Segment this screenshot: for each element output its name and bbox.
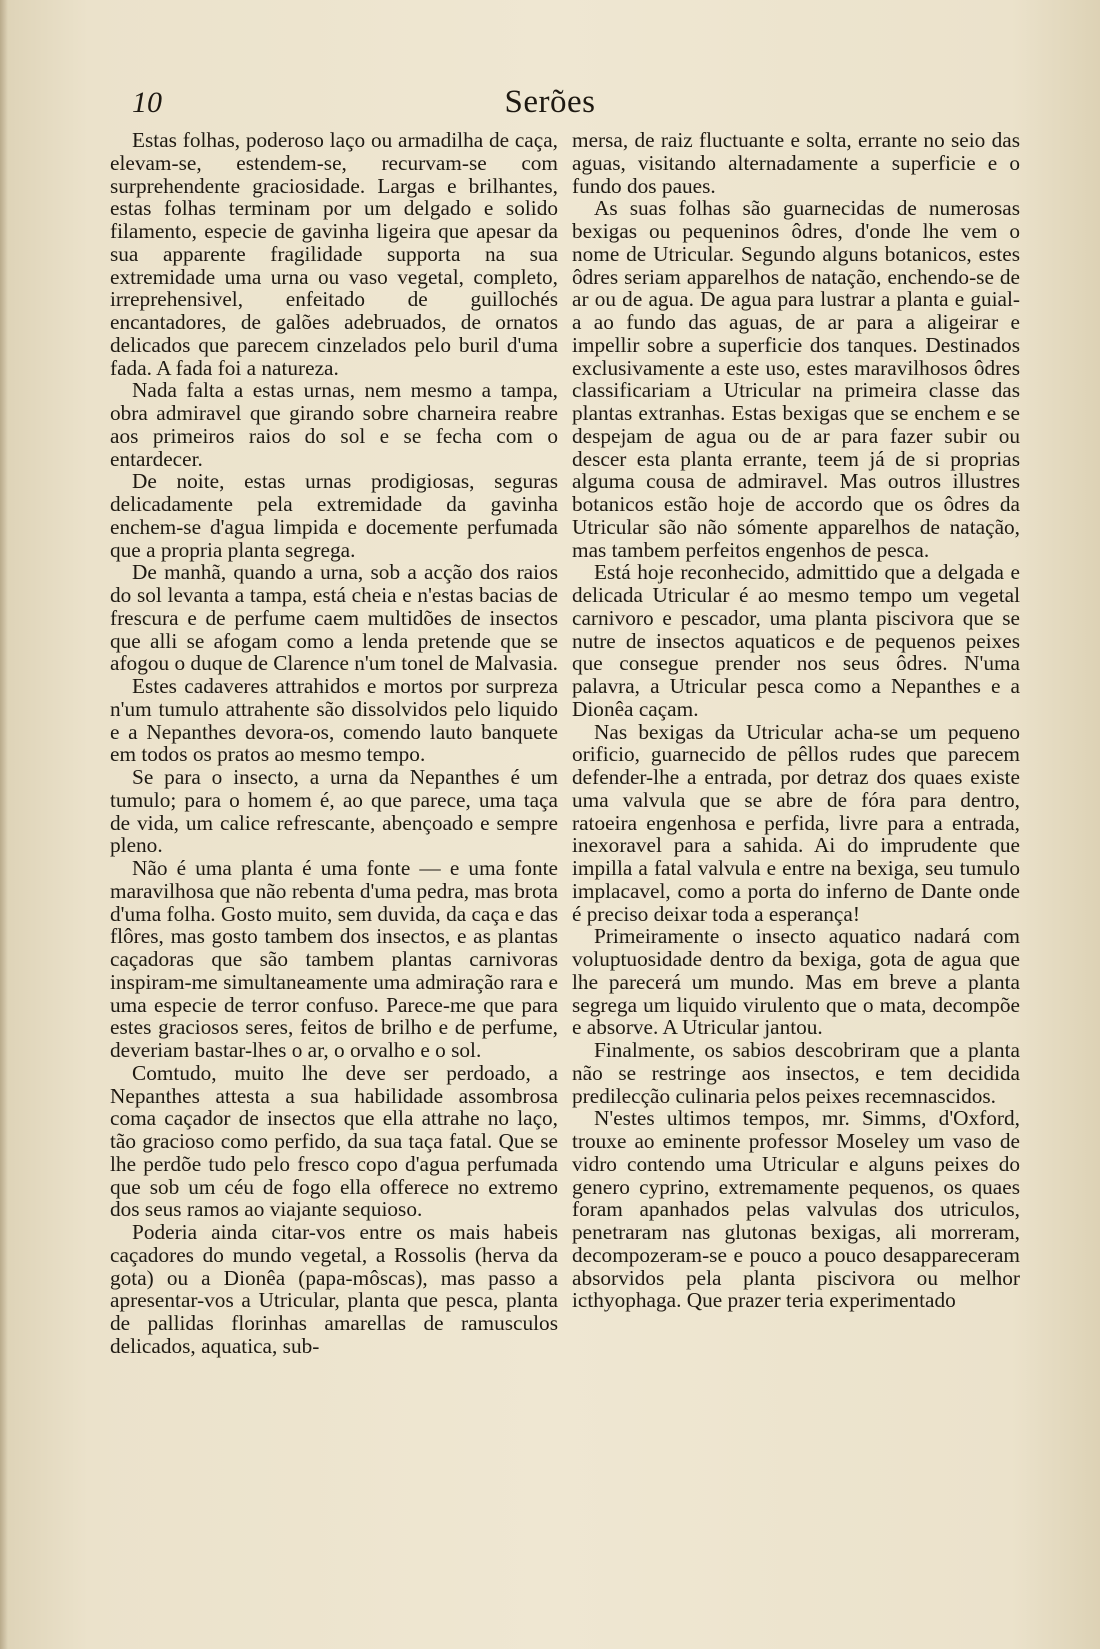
paragraph-continued: mersa, de raiz fluctuante e solta, errante no seio das aguas, visitando alternadamente a superficie e o fundo dos paues. xyxy=(572,128,1020,198)
running-title: Serões xyxy=(504,84,596,120)
paragraph: Nas bexigas da Utricular acha-se um pequeno orificio, guarnecido de pêllos rudes que parecem defender-lhe a entrada, por detraz dos quaes existe uma valvula que se abre de fóra para dentro, ratoeira engenhosa e perfida, livre para a entrada, inexoravel para a sahida. Ai do imprudente que impilla a fatal valvula e entre na bexiga, seu tumulo implacavel, como a porta do inferno de Dante onde é preciso deixar toda a esperança! xyxy=(572,719,1020,926)
paragraph: Se para o insecto, a urna da Nepanthes é um tumulo; para o homem é, ao que parece, uma taça de vida, um calice refrescante, abençoado e sempre pleno. xyxy=(110,765,558,858)
paragraph: De noite, estas urnas prodigiosas, seguras delicadamente pela extremidade da gavinha enchem-se d'agua limpida e docemente perfumada que a propria planta segrega. xyxy=(110,469,558,562)
paragraph: Comtudo, muito lhe deve ser perdoado, a Nepanthes attesta a sua habilidade assombrosa coma caçador de insectos que ella attrahe no laço, tão gracioso como perfido, da sua taça fatal. Que se lhe perdõe tudo pelo fresco copo d'agua perfumada que sob um céu de fogo ella offerece no extremo dos seus ramos ao viajante sequioso. xyxy=(110,1060,558,1222)
paragraph: As suas folhas são guarnecidas de numerosas bexigas ou pequeninos ôdres, d'onde lhe vem o nome de Utricular. Segundo alguns botanicos, estes ôdres seriam apparelhos de natação, enchendo-se de ar ou de agua. De agua para lustrar a planta e guial-a ao fundo das aguas, de ar para a aligeirar e impellir sobre a superficie dos tanques. Destinados exclusivamente a este uso, estes maravilhosos ôdres classificariam a Utricular na primeira classe das plantas extranhas. Estas bexigas que se enchem e se despejam de agua ou de ar para fazer subir ou descer esta planta errante, teem já de si proprias alguma cousa de admiravel. Mas outros illustres botanicos estão hoje de accordo que os ôdres da Utricular são não sómente apparelhos de natação, mas tambem perfeitos engenhos de pesca. xyxy=(572,196,1020,562)
paragraph: Não é uma planta é uma fonte — e uma fonte maravilhosa que não rebenta d'uma pedra, mas brota d'uma folha. Gosto muito, sem duvida, da caça e das flôres, mas gosto tambem dos insectos, e as plantas caçadoras que são tambem plantas carnivoras inspiram-me simultaneamente uma admiração rara e uma especie de terror confuso. Parece-me que para estes graciosos seres, feitos de brilho e de perfume, deveriam bastar-lhes o ar, o orvalho e o sol. xyxy=(110,856,558,1062)
page-number: 10 xyxy=(132,86,162,119)
paragraph: De manhã, quando a urna, sob a acção dos raios do sol levanta a tampa, está cheia e n'estas bacias de frescura e de perfume caem multidões de insectos que alli se afogam como a lenda pretende que se afogou o duque de Clarence n'um tonel de Malvasia. xyxy=(110,560,558,676)
paragraph: Estas folhas, poderoso laço ou armadilha de caça, elevam-se, estendem-se, recurvam-se com surprehendente graciosidade. Largas e brilhantes, estas folhas terminam por um delgado e solido filamento, especie de gavinha ligeira que apesar da sua apparente fragilidade supporta na sua extremidade uma urna ou vaso vegetal, completo, irreprehensivel, enfeitado de guillochés encantadores, de galões adebruados, de ornatos delicados que parecem cinzelados pelo buril d'uma fada. A fada foi a natureza. xyxy=(110,128,558,380)
paragraph: Está hoje reconhecido, admittido que a delgada e delicada Utricular é ao mesmo tempo um vegetal carnivoro e pescador, uma planta piscivora que se nutre de insectos aquaticos e de pequenos peixes que consegue prender nos seus ôdres. N'uma palavra, a Utricular pesca como a Nepanthes e a Dionêa caçam. xyxy=(572,560,1020,721)
right-column xyxy=(572,129,1020,1312)
paragraph: Finalmente, os sabios descobriram que a planta não se restringe aos insectos, e tem decidida predilecção culinaria pelos peixes recemnascidos. xyxy=(572,1038,1020,1108)
page-shadow xyxy=(0,0,8,1649)
paragraph: Estes cadaveres attrahidos e mortos por surpreza n'um tumulo attrahente são dissolvidos pelo liquido e a Nepanthes devora-os, comendo lauto banquete em todos os pratos ao mesmo tempo. xyxy=(110,674,558,767)
left-column xyxy=(110,129,558,1358)
paragraph: Primeiramente o insecto aquatico nadará com voluptuosidade dentro da bexiga, gota de agua que lhe parecerá um mundo. Mas em breve a planta segrega um liquido virulento que o mata, decompõe e absorve. A Utricular jantou. xyxy=(572,924,1020,1040)
paragraph: N'estes ultimos tempos, mr. Simms, d'Oxford, trouxe ao eminente professor Moseley um vaso de vidro contendo uma Utricular e alguns peixes do genero cyprino, extremamente pequenos, os quaes foram apanhados pelas valvulas dos utriculos, penetraram nas glutonas bexigas, ali morreram, decompozeram-se e pouco a pouco desappareceram absorvidos pela planta piscivora ou melhor icthyophaga. Que prazer teria experimentado xyxy=(572,1106,1020,1313)
paragraph: Poderia ainda citar-vos entre os mais habeis caçadores do mundo vegetal, a Rossolis (herva da gota) ou a Dionêa (papa-môscas), mas passo a apresentar-vos a Utricular, planta que pesca, planta de pallidas florinhas amarellas de ramusculos delicados, aquatica, sub- xyxy=(110,1220,558,1358)
paragraph: Nada falta a estas urnas, nem mesmo a tampa, obra admiravel que girando sobre charneira reabre aos primeiros raios do sol e se fecha com o entardecer. xyxy=(110,378,558,471)
